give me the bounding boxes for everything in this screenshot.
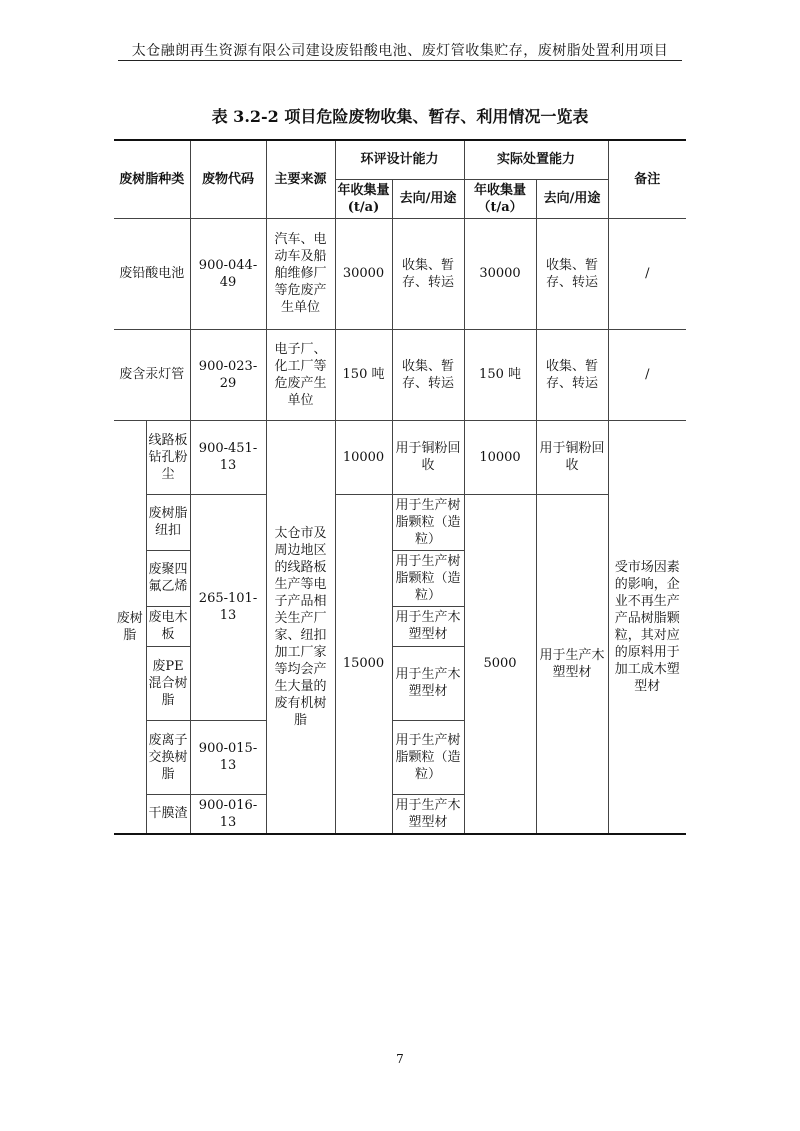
resin-sub-name: 废聚四氟乙烯 [146, 550, 190, 606]
header-remark: 备注 [608, 140, 686, 218]
eia-use-lead-battery: 收集、暂存、转运 [392, 218, 464, 329]
resin-eia-use: 用于生产树脂颗粒（造粒） [392, 720, 464, 794]
type-mercury-lamp: 废含汞灯管 [114, 329, 190, 420]
resin-eia-use: 用于生产木塑型材 [392, 794, 464, 834]
resin-eia-use-dust: 用于铜粉回收 [392, 420, 464, 494]
resin-sub-name: 干膜渣 [146, 794, 190, 834]
header-eia-capacity: 环评设计能力 [335, 140, 464, 179]
resin-eia-qty-dust: 10000 [335, 420, 392, 494]
resin-sub-name: 废树脂纽扣 [146, 494, 190, 550]
actual-use-lead-battery: 收集、暂存、转运 [536, 218, 608, 329]
eia-qty-mercury-lamp: 150 吨 [335, 329, 392, 420]
running-header: 太仓融朗再生资源有限公司建设废铅酸电池、废灯管收集贮存，废树脂处置利用项目 [131, 43, 669, 59]
resin-eia-use: 用于生产树脂颗粒（造粒） [392, 550, 464, 606]
resin-sub-code: 900-016-13 [190, 794, 266, 834]
header-type: 废树脂种类 [114, 140, 190, 218]
header-eia-destination: 去向/用途 [392, 179, 464, 218]
page-number: 7 [396, 1052, 404, 1066]
resin-sub-name: 废离子交换树脂 [146, 720, 190, 794]
table-caption: 表 3.2-2 项目危险废物收集、暂存、利用情况一览表 [211, 107, 589, 126]
resin-actual-use-dust: 用于铜粉回收 [536, 420, 608, 494]
resin-sub-code: 900-451-13 [190, 420, 266, 494]
header-actual-destination: 去向/用途 [536, 179, 608, 218]
resin-sub-code: 900-015-13 [190, 720, 266, 794]
actual-qty-mercury-lamp: 150 吨 [464, 329, 536, 420]
remark-lead-battery: / [608, 218, 686, 329]
resin-sub-name: 线路板钻孔粉尘 [146, 420, 190, 494]
resin-sub-name: 废电木板 [146, 606, 190, 646]
header-code: 废物代码 [190, 140, 266, 218]
source-mercury-lamp: 电子厂、化工厂等危废产生单位 [266, 329, 335, 420]
header-actual-annual: 年收集量（t/a） [464, 179, 536, 218]
resin-group-label: 废树脂 [114, 420, 146, 834]
header-source: 主要来源 [266, 140, 335, 218]
eia-use-mercury-lamp: 收集、暂存、转运 [392, 329, 464, 420]
hazardous-waste-table [114, 139, 686, 835]
resin-eia-use: 用于生产木塑型材 [392, 646, 464, 720]
resin-actual-qty-main: 5000 [464, 494, 536, 834]
actual-qty-lead-battery: 30000 [464, 218, 536, 329]
code-mercury-lamp: 900-023-29 [190, 329, 266, 420]
resin-sub-name: 废PE混合树脂 [146, 646, 190, 720]
resin-actual-use-main: 用于生产木塑型材 [536, 494, 608, 834]
code-lead-battery: 900-044-49 [190, 218, 266, 329]
header-actual-capacity: 实际处置能力 [464, 140, 608, 179]
resin-remark: 受市场因素的影响，企业不再生产产品树脂颗粒，其对应的原料用于加工成木塑型材 [608, 420, 686, 834]
resin-sub-code: 265-101-13 [190, 494, 266, 720]
resin-actual-qty-dust: 10000 [464, 420, 536, 494]
source-lead-battery: 汽车、电动车及船舶维修厂等危废产生单位 [266, 218, 335, 329]
eia-qty-lead-battery: 30000 [335, 218, 392, 329]
actual-use-mercury-lamp: 收集、暂存、转运 [536, 329, 608, 420]
type-lead-battery: 废铅酸电池 [114, 218, 190, 329]
header-eia-annual: 年收集量(t/a) [335, 179, 392, 218]
header-divider [118, 60, 682, 61]
resin-eia-qty-main: 15000 [335, 494, 392, 834]
resin-source: 太仓市及周边地区的线路板生产等电子产品相关生产厂家、纽扣加工厂家等均会产生大量的废有机树脂 [266, 420, 335, 834]
remark-mercury-lamp: / [608, 329, 686, 420]
resin-eia-use: 用于生产木塑型材 [392, 606, 464, 646]
resin-eia-use: 用于生产树脂颗粒（造粒） [392, 494, 464, 550]
